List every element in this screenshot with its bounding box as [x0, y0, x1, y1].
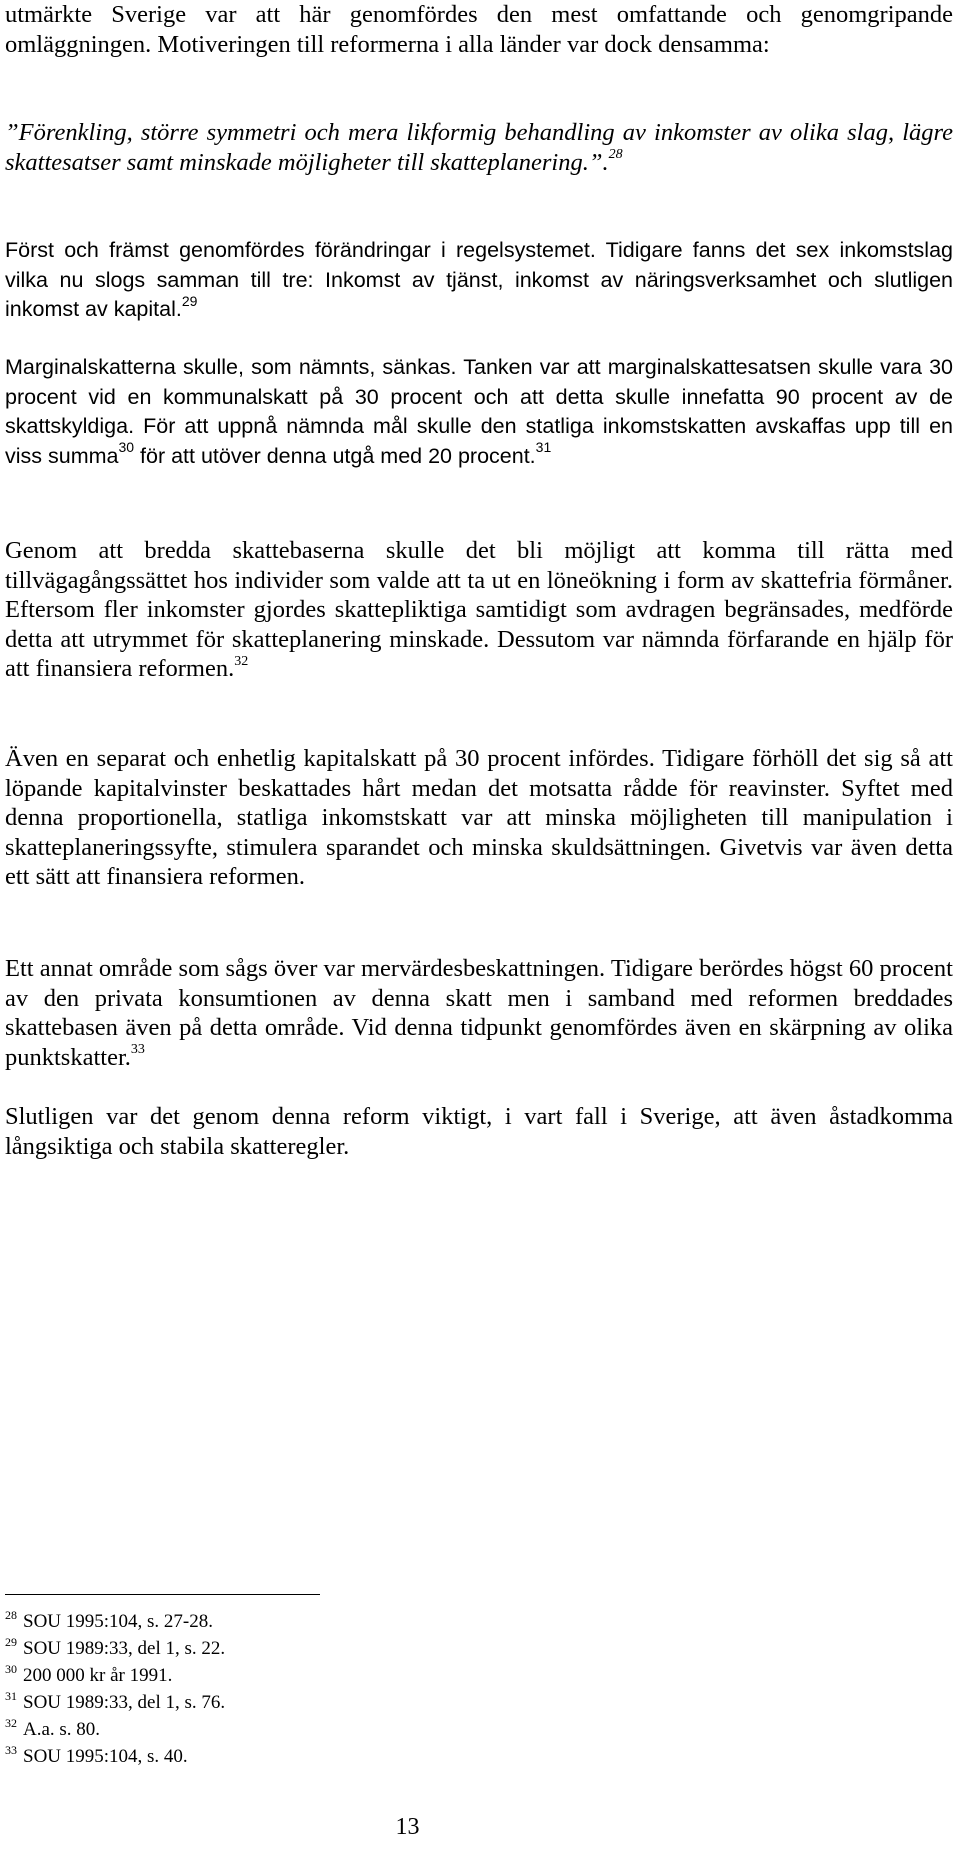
footnote-text: SOU 1989:33, del 1, s. 76. — [23, 1692, 226, 1713]
footnote-ref: 31 — [535, 439, 552, 456]
paragraph-text: Genom att bredda skattebaserna skulle det bli möjligt att komma till rätta med tillvägagångssättet hos individer som valde att ta ut en löneökning i form av skattefria förmåner. Eftersom fler inkomster gjordes skattepliktiga samtidigt som avdragen begränsades, medförde detta att utrymmet för skatteplanering minskade. Dessutom var nämnda förfarande en hjälp för att finansiera reformen. — [5, 537, 953, 682]
footnote-number: 28 — [5, 1607, 17, 1622]
footnote-text: A.a. s. 80. — [23, 1719, 101, 1740]
footnote-item — [5, 1743, 605, 1770]
footnote-item — [5, 1635, 605, 1662]
footnote-separator — [5, 1594, 320, 1595]
footnote-number: 31 — [5, 1688, 17, 1703]
footnote-ref: 32 — [234, 653, 249, 669]
paragraph-text: Först och främst genomfördes förändringar i regelsystemet. Tidigare fanns det sex inkomstslag vilka nu slogs samman till tre: Inkomst av tjänst, inkomst av näringsverksamhet och slutligen inkomst av kapital. — [5, 238, 953, 321]
footnote-text: SOU 1995:104, s. 27-28. — [23, 1611, 214, 1632]
paragraph-text-continued: för att utöver denna utgå med 20 procent. — [134, 443, 536, 468]
paragraph-text: Slutligen var det genom denna reform viktigt, i vart fall i Sverige, att även åstadkomma långsiktiga och stabila skatteregler. — [5, 1103, 953, 1160]
footnote-text: SOU 1989:33, del 1, s. 22. — [23, 1638, 226, 1659]
footnote-item — [5, 1608, 605, 1635]
footnote-number: 32 — [5, 1715, 17, 1730]
page-number: 13 — [395, 1814, 420, 1840]
quote-text: ”Förenkling, större symmetri och mera likformig behandling av inkomster av olika slag, lägre skattesatser samt minskade möjligheter till skatteplanering.”. — [5, 119, 953, 176]
footnote-number: 33 — [5, 1742, 17, 1757]
footnote-item — [5, 1689, 605, 1716]
footnote-ref: 29 — [181, 292, 198, 309]
footnote-text: SOU 1995:104, s. 40. — [23, 1746, 188, 1767]
footnote-item — [5, 1662, 605, 1689]
paragraph-text: Marginalskatterna skulle, som nämnts, sänkas. Tanken var att marginalskattesatsen skulle vara 30 procent vid en kommunalskatt på 30 procent och att detta skulle innefatta 90 procent av de skattskyldiga. För att uppnå nämnda mål skulle den statliga inkomstskatten avskaffas upp till en viss summa — [5, 355, 953, 468]
paragraph-genom — [5, 536, 953, 684]
footnote-text: 200 000 kr år 1991. — [23, 1665, 173, 1686]
paragraph-text: utmärkte Sverige var att här genomfördes den mest omfattande och genomgripande omläggningen. Motiveringen till reformerna i alla länder var dock densamma: — [5, 1, 953, 58]
paragraph-text: Även en separat och enhetlig kapitalskatt på 30 procent infördes. Tidigare förhöll det sig så att löpande kapitalvinster beskattades hårt medan det motsatta rådde för reavinster. Syftet med denna proportionella, statliga inkomstskatt var att minska möjligheten till manipulation i skatteplaneringssyfte, stimulera sparandet och minska skuldsättningen. Givetvis var även detta ett sätt att finansiera reformen. — [5, 745, 953, 890]
document-page — [5, 0, 953, 1860]
footnote-number: 30 — [5, 1661, 17, 1676]
paragraph-annat — [5, 954, 953, 1072]
paragraph-intro — [5, 0, 953, 59]
paragraph-aven — [5, 744, 953, 892]
footnotes-list — [5, 1608, 605, 1770]
footnote-ref: 30 — [118, 439, 135, 456]
block-quote — [5, 118, 953, 177]
footnote-item — [5, 1716, 605, 1743]
paragraph-marginal — [5, 353, 953, 471]
paragraph-text: Ett annat område som sågs över var mervärdesbeskattningen. Tidigare berördes högst 60 procent av den privata konsumtionen av denna skatt men i samband med reformen breddades skattebasen även på detta område. Vid denna tidpunkt genomfördes även en skärpning av olika punktskatter. — [5, 955, 953, 1071]
paragraph-forst — [5, 236, 953, 325]
footnote-ref: 28 — [608, 147, 623, 163]
footnote-number: 29 — [5, 1634, 17, 1649]
footnote-ref: 33 — [130, 1042, 145, 1058]
paragraph-slutligen — [5, 1102, 953, 1161]
